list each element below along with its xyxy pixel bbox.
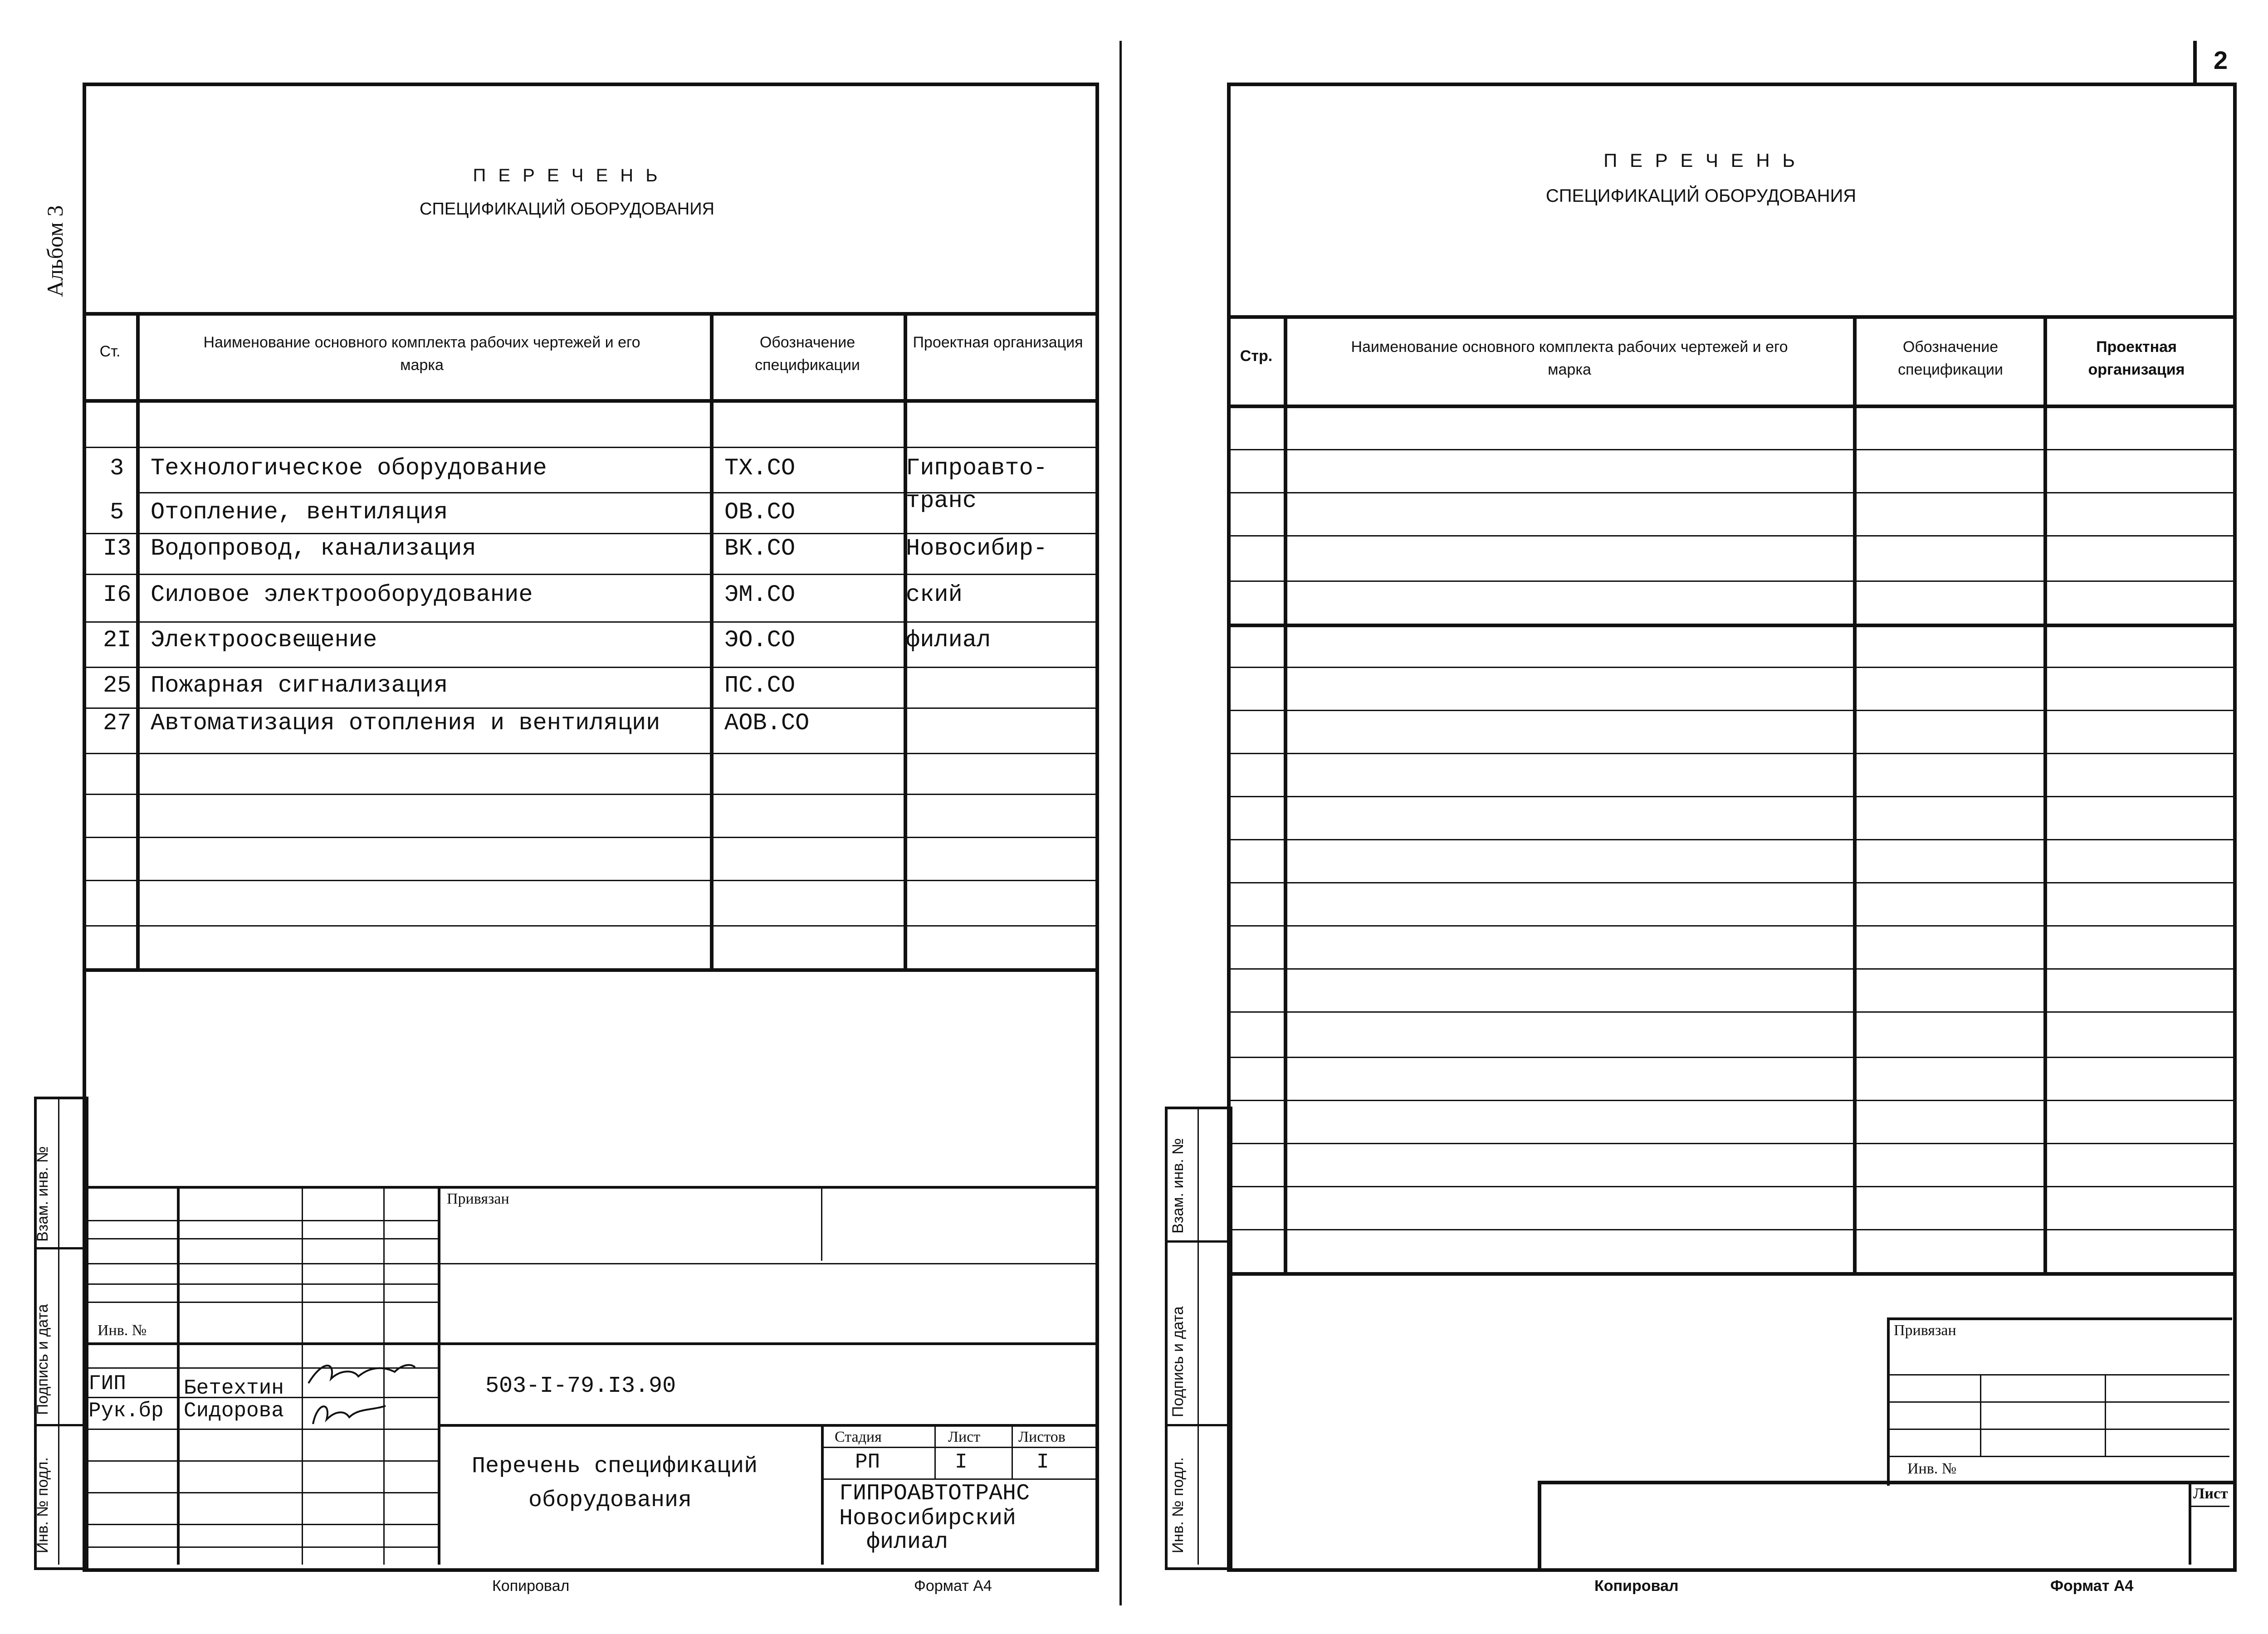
right-list-label: Лист <box>2193 1485 2228 1502</box>
left-row-line <box>83 621 1095 623</box>
row-name: Технологическое оборудование <box>151 455 547 482</box>
right-list-line <box>2189 1506 2229 1507</box>
tb-line <box>83 1546 438 1548</box>
right-side-divider <box>1165 1240 1227 1243</box>
tb-line <box>83 1220 438 1221</box>
tb-doc-code: 503-I-79.I3.90 <box>485 1373 676 1399</box>
right-side-vzam: Взам. инв. № <box>1169 1138 1187 1234</box>
tb-line <box>83 1342 1095 1345</box>
tb-line <box>821 1478 1095 1480</box>
tb-stage-label: Стадия <box>835 1429 882 1445</box>
right-row-line <box>1227 1057 2233 1058</box>
right-footer-copied: Копировал <box>1594 1577 1679 1595</box>
row-code: ОВ.СО <box>724 499 796 526</box>
right-row-line <box>1227 1100 2233 1101</box>
tb-sheet-label: Лист <box>948 1429 981 1445</box>
tb-line <box>83 1263 1095 1264</box>
tb-vline <box>438 1186 440 1565</box>
row-page: I3 <box>103 535 132 562</box>
page-number-box <box>2193 41 2197 84</box>
right-col-line-3 <box>2043 315 2047 1274</box>
right-table-bottom <box>1227 1272 2233 1276</box>
left-side-inv: Инв. № подл. <box>34 1457 51 1553</box>
row-name: Электроосвещение <box>151 627 377 654</box>
right-col-line-2 <box>1853 315 1857 1274</box>
right-stamp-line <box>1887 1429 2229 1430</box>
row-org: Гипроавто- <box>906 455 1048 482</box>
right-subtitle: СПЕЦИФИКАЦИЙ ОБОРУДОВАНИЯ <box>1545 186 1857 206</box>
tb-stage: РП <box>855 1450 880 1474</box>
right-row-line <box>1227 796 2233 797</box>
left-row-line <box>83 837 1095 838</box>
right-row-line <box>1227 449 2233 450</box>
table-row <box>83 581 1094 618</box>
left-side-podpis: Подпись и дата <box>34 1304 51 1415</box>
right-privyazan: Привязан <box>1894 1322 1956 1339</box>
page-number: 2 <box>2214 46 2228 74</box>
right-list-vline <box>2189 1481 2191 1565</box>
right-row-line <box>1227 839 2233 840</box>
row-page: I6 <box>103 581 132 608</box>
album-label: Альбом 3 <box>42 205 68 297</box>
left-table-top <box>83 312 1095 316</box>
tb-vline <box>177 1186 180 1565</box>
left-header-bottom <box>83 399 1095 403</box>
row-page: 27 <box>103 710 132 737</box>
tb-ruk-name: Сидорова <box>184 1399 284 1423</box>
tb-line <box>821 1447 1095 1448</box>
left-subtitle: СПЕЦИФИКАЦИЙ ОБОРУДОВАНИЯ <box>420 200 714 219</box>
tb-line <box>83 1186 1095 1189</box>
right-row-line <box>1227 624 2233 627</box>
row-org: Новосибир- <box>906 535 1048 562</box>
right-row-line <box>1227 580 2233 582</box>
left-row-line <box>83 794 1095 795</box>
right-inv-no: Инв. № <box>1907 1460 1957 1477</box>
left-col-org-header: Проектная организация <box>913 334 1083 351</box>
row-page: 2I <box>103 627 132 654</box>
right-stamp-vline <box>1980 1374 1981 1456</box>
table-row <box>83 710 1094 746</box>
right-row-line <box>1227 1229 2233 1230</box>
row-code: ЭО.СО <box>724 627 796 654</box>
right-footer-format: Формат А4 <box>2050 1577 2134 1595</box>
right-col-designation-header: Обозначение спецификации <box>1898 338 2003 378</box>
tb-sheets-label: Листов <box>1018 1429 1066 1445</box>
right-row-line <box>1227 667 2233 668</box>
table-row <box>83 535 1094 571</box>
row-page: 5 <box>110 499 124 526</box>
tb-vline <box>1012 1424 1013 1478</box>
row-code: ЭМ.СО <box>724 581 796 608</box>
left-row-line <box>83 574 1095 575</box>
right-stamp-line <box>1887 1401 2229 1403</box>
right-row-line <box>1227 1011 2233 1013</box>
right-row-line <box>1227 882 2233 883</box>
tb-line <box>83 1238 438 1239</box>
tb-line <box>83 1492 438 1493</box>
row-name: Пожарная сигнализация <box>151 672 448 699</box>
right-bottom-block <box>1538 1481 2233 1568</box>
tb-line <box>438 1424 1095 1427</box>
right-row-line <box>1227 925 2233 927</box>
left-footer-format: Формат А4 <box>914 1577 992 1595</box>
left-side-inner <box>58 1097 59 1565</box>
right-col-org-header: Проектная организация <box>2088 338 2185 378</box>
right-side-inner <box>1198 1107 1199 1565</box>
tb-inv-no: Инв. № <box>98 1322 147 1339</box>
row-code: ПС.СО <box>724 672 796 699</box>
row-page: 25 <box>103 672 132 699</box>
tb-ruk-role: Рук.бр <box>88 1399 164 1423</box>
row-name: Силовое электрооборудование <box>151 581 533 608</box>
left-col-name-header: Наименование основного комплекта рабочих чертежей и его марка <box>203 334 640 374</box>
right-col-name-header: Наименование основного комплекта рабочих чертежей и его марка <box>1351 338 1788 378</box>
left-title: П Е Р Е Ч Е Н Ь <box>473 166 661 185</box>
left-row-line <box>83 447 1095 448</box>
right-title: П Е Р Е Ч Е Н Ь <box>1603 150 1799 171</box>
tb-doc-title-2: оборудования <box>528 1488 692 1513</box>
right-stamp-line <box>1887 1456 2229 1457</box>
tb-line <box>83 1524 438 1525</box>
right-row-line <box>1227 535 2233 537</box>
tb-vline <box>821 1424 824 1565</box>
right-stamp-vline <box>2105 1374 2106 1456</box>
table-row <box>83 627 1094 663</box>
row-name: Отопление, вентиляция <box>151 499 448 526</box>
right-row-line <box>1227 1143 2233 1144</box>
tb-sheet: I <box>955 1450 968 1474</box>
right-row-line <box>1227 968 2233 970</box>
left-row-line <box>83 753 1095 754</box>
row-org: транс <box>906 488 977 514</box>
right-row-line <box>1227 753 2233 754</box>
tb-vline <box>821 1186 822 1261</box>
tb-sheets: I <box>1036 1450 1049 1474</box>
right-col-line-1 <box>1284 315 1287 1274</box>
row-org: филиал <box>906 627 991 654</box>
right-side-inv: Инв. № подл. <box>1169 1457 1187 1553</box>
tb-gip-role: ГИП <box>88 1372 126 1395</box>
table-row <box>83 455 1094 491</box>
right-row-line <box>1227 492 2233 493</box>
tb-org-1: ГИПРОАВТОТРАНС <box>839 1481 1030 1507</box>
row-name: Водопровод, канализация <box>151 535 476 562</box>
right-side-divider <box>1165 1424 1227 1426</box>
tb-gip-name: Бетехтин <box>184 1376 284 1400</box>
tb-line <box>83 1302 438 1303</box>
row-code: АОВ.СО <box>724 710 810 737</box>
center-divider <box>1119 41 1122 1605</box>
tb-org-2: Новосибирский <box>839 1506 1017 1532</box>
left-row-line <box>83 925 1095 927</box>
table-row <box>83 672 1094 708</box>
row-code: ТХ.СО <box>724 455 796 482</box>
left-row-line <box>83 880 1095 881</box>
tb-vline <box>302 1186 303 1565</box>
row-page: 3 <box>110 455 124 482</box>
left-col-page-header: Ст. <box>99 343 121 360</box>
row-code: ВК.СО <box>724 535 796 562</box>
left-side-vzam: Взам. инв. № <box>34 1146 51 1242</box>
right-row-line <box>1227 710 2233 711</box>
right-side-podpis: Подпись и дата <box>1169 1306 1187 1417</box>
row-name: Автоматизация отопления и вентиляции <box>151 710 660 737</box>
left-row-line <box>83 667 1095 668</box>
tb-privyazan: Привязан <box>447 1190 509 1207</box>
right-row-line <box>1227 1186 2233 1187</box>
left-col-designation-header: Обозначение спецификации <box>755 334 860 374</box>
tb-line <box>83 1283 438 1285</box>
tb-line <box>83 1460 438 1462</box>
signature-ruk-icon <box>304 1392 395 1433</box>
right-header-bottom <box>1227 405 2233 408</box>
right-table-top <box>1227 315 2233 319</box>
signature-gip-icon <box>304 1356 417 1392</box>
left-table-bottom <box>83 968 1095 972</box>
tb-doc-title-1: Перечень спецификаций <box>472 1454 758 1479</box>
right-col-page-header: Стр. <box>1240 347 1273 365</box>
table-row <box>83 488 1094 535</box>
left-footer-copied: Копировал <box>492 1577 570 1595</box>
tb-vline <box>934 1424 936 1478</box>
row-org: ский <box>906 581 963 608</box>
right-stamp-line <box>1887 1374 2229 1375</box>
left-frame <box>83 83 1099 1572</box>
tb-org-3: филиал <box>866 1529 948 1555</box>
